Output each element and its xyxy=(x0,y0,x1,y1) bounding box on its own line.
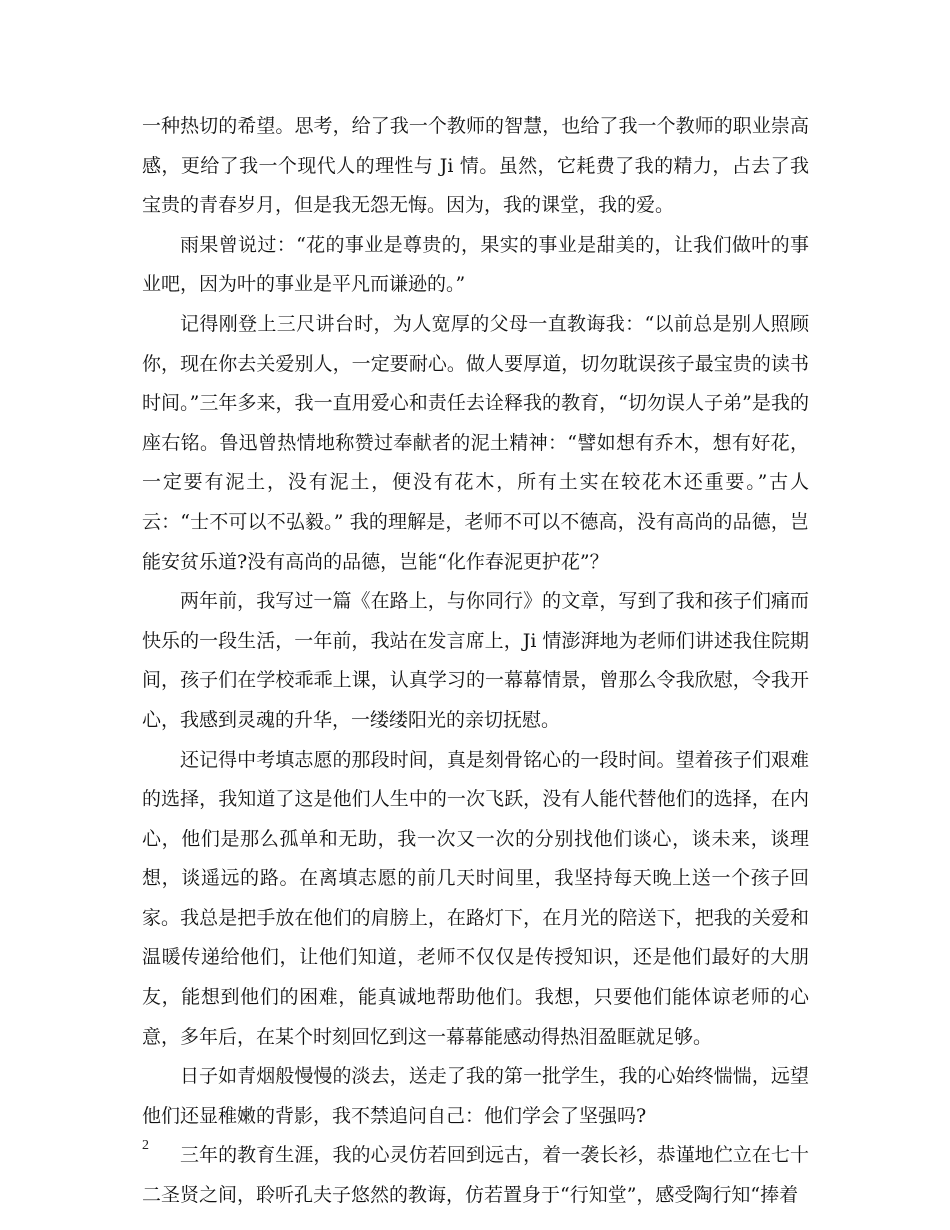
paragraph-2: 雨果曾说过：“花的事业是尊贵的，果实的事业是甜美的，让我们做叶的事业吧，因为叶的事业是平凡而谦逊的。” xyxy=(142,233,809,296)
paragraph-3: 记得刚登上三尺讲台时，为人宽厚的父母一直教诲我：“以前总是别人照顾你，现在你去关爱别人，一定要耐心。做人要厚道，切勿耽误孩子最宝贵的读书时间。”三年多来，我一直用爱心和责任去诠释我的教育，“切勿误人子弟”是我的座右铭。鲁迅曾热情地称赞过奉献者的泥土精神：“譬如想有乔木，想有好花，一定要有泥土，没有泥土，便没有花木，所有土实在较花木还重要。”古人云：“士不可以不弘毅。” 我的理解是，老师不可以不德高，没有高尚的品德，岂能安贫乐道?没有高尚的品德，岂能“化作春泥更护花”？ xyxy=(142,312,809,573)
paragraph-6: 日子如青烟般慢慢的淡去，送走了我的第一批学生，我的心始终惴惴，远望他们还显稚嫩的背影，我不禁追问自己：他们学会了坚强吗? xyxy=(142,1065,809,1127)
document-body xyxy=(142,107,809,1216)
paragraph-1: 一种热切的希望。思考，给了我一个教师的智慧，也给了我一个教师的职业崇高感，更给了我一个现代人的理性与 Ji 情。虽然，它耗费了我的精力，占去了我宝贵的青春岁月，但是我无怨无悔。因为，我的课堂，我的爱。 xyxy=(142,115,809,217)
paragraph-4: 两年前，我写过一篇《在路上，与你同行》的文章，写到了我和孩子们痛而快乐的一段生活，一年前，我站在发言席上，Ji 情澎湃地为老师们讲述我住院期间，孩子们在学校乖乖上课，认真学习的一幕幕情景，曾那么令我欣慰，令我开心，我感到灵魂的升华，一缕缕阳光的亲切抚慰。 xyxy=(142,590,809,731)
paragraph-7: 三年的教育生涯，我的心灵仿若回到远古，着一袭长衫，恭谨地伫立在七十二圣贤之间，聆听孔夫子悠然的教诲，仿若置身于“行知堂”，感受陶行知“捧着 xyxy=(142,1144,809,1207)
page-number: 2 xyxy=(142,1138,149,1153)
paragraph-5: 还记得中考填志愿的那段时间，真是刻骨铭心的一段时间。望着孩子们艰难的选择，我知道了这是他们人生中的一次飞跃，没有人能代替他们的选择，在内心，他们是那么孤单和无助，我一次又一次的分别找他们谈心，谈未来，谈理想，谈遥远的路。在离填志愿的前几天时间里，我坚持每天晚上送一个孩子回家。我总是把手放在他们的肩膀上，在路灯下，在月光的陪送下，把我的关爱和温暖传递给他们，让他们知道，老师不仅仅是传授知识，还是他们最好的大朋友，能想到他们的困难，能真诚地帮助他们。我想，只要他们能体谅老师的心意，多年后，在某个时刻回忆到这一幕幕能感动得热泪盈眶就足够。 xyxy=(142,748,809,1048)
